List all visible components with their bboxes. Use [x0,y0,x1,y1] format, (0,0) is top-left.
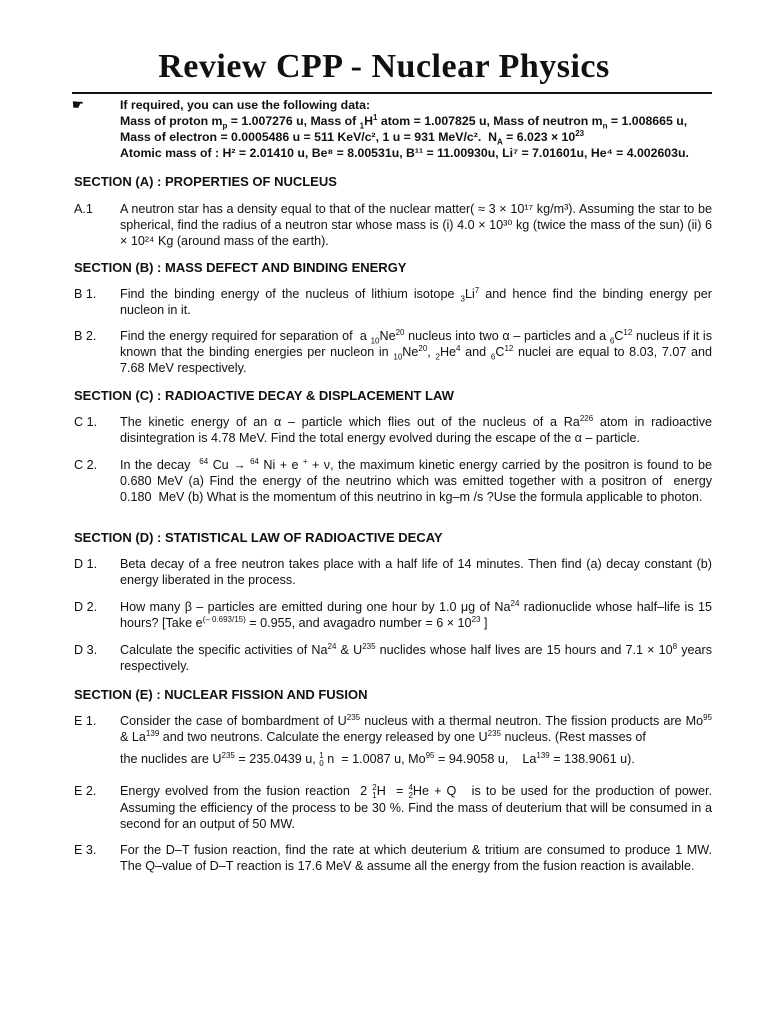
question-text: Find the binding energy of the nucleus of lithium isotope $_3Li^7$ and hence find the binding energy per nucleon in it. [120,285,712,317]
data-line-3: Atomic mass of : H² = 2.01410 u, Be⁸ = 8.00531u, B¹¹ = 11.00930u, Li⁷ = 7.01601u, He⁴ = 4.002603u. [120,146,689,160]
question-e1 [74,713,712,768]
question-text: The kinetic energy of an α – particle which flies out of the nucleus of a Ra$^{226}$ atom in radioactive disintegration is 4.78 MeV. Find the total energy evolved during the escape of the α – particle. [120,413,713,445]
section-e-heading: SECTION (E) : NUCLEAR FISSION AND FUSION [74,687,368,702]
question-c1 [74,414,712,446]
question-text: Find the energy required for separation of a $_{10}Ne^{20}$ nucleus into two α – particles and a $_6C^{12}$ nucleus if it is known that the binding energies per nucleon in $_{10}Ne^{20}$, $_2He^4$ and $_6C^{12}$ nuclei are equal to 8.03, 7.07 and 7.68 MeV respectively. [120,327,713,375]
question-a1 [74,201,712,249]
question-label: B 2. [74,329,97,343]
question-d2 [74,599,712,631]
question-label: E 2. [74,784,97,798]
question-text: Calculate the specific activities of Na$^{24}$ & $U^{235}$ nuclides whose half lives are 15 hours and $7.1 \times 10^8$ years respectively. [120,641,712,673]
question-label: D 2. [74,600,98,614]
given-data-box [72,97,712,161]
question-text: A neutron star has a density equal to that of the nuclear matter( ≈ 3 × 10¹⁷ kg/m³). Assuming the star to be spherical, find the radius of a neutron star whose mass is (i) 4.0 × 10³⁰ kg (twice the mass of the sun) (ii) 6 × 10²⁴ Kg (around mass of the earth). [120,202,712,248]
question-text: How many β – particles are emitted during one hour by 1.0 μg of Na$^{24}$ radionuclide whose half–life is 15 hours? [Take $e^{(- 0.693/15)} = 0.955$, and avagadro number = $6 \times 10^{23}$ ] [120,598,713,630]
question-e3 [74,842,712,874]
question-label: C 2. [74,458,98,472]
question-text: Energy evolved from the fusion reaction 2 2 1H = 4 2He + Q is to be used for the production of power. Assuming the efficiency of the process to be 30 %. Find the mass of deuterium that will be consumed in a second for an output of 50 MW. [120,782,713,831]
question-label: E 3. [74,843,97,857]
question-b2 [74,328,712,376]
question-label: A.1 [74,202,93,216]
section-b-heading: SECTION (B) : MASS DEFECT AND BINDING ENERGY [74,260,407,275]
section-a-heading: SECTION (A) : PROPERTIES OF NUCLEUS [74,174,337,189]
question-e2 [74,783,712,832]
question-c2 [74,457,712,505]
question-label: B 1. [74,287,97,301]
data-line-1: Mass of proton $m_p = 1.007276$ u, Mass of $_1H^1$ atom = 1.007825 u, Mass of neutron $m_n = 1.008665$ u, [120,112,688,131]
section-d-heading: SECTION (D) : STATISTICAL LAW OF RADIOACTIVE DECAY [74,530,443,545]
question-text: Consider the case of bombardment of $U^{235}$ nucleus with a thermal neutron. The fission products are Mo$^{95}$ & La$^{139}$ and two neutrons. Calculate the energy released by one $U^{235}$ nucleus. (Rest masses of the nuclides are $U^{235} = 235.0439$ u, 1 0 n = 1.0087 u, $Mo^{95} = 94.9058$ u, $La^{139} = 138.9061$ u). [120,712,712,768]
question-label: D 1. [74,557,98,571]
pointing-hand-icon: ☛ [72,97,84,112]
question-b1 [74,286,712,318]
question-label: E 1. [74,714,97,728]
section-c-heading: SECTION (C) : RADIOACTIVE DECAY & DISPLACEMENT LAW [74,388,454,403]
question-d3 [74,642,712,674]
title-underline [72,92,712,94]
question-text: For the D–T fusion reaction, find the rate at which deuterium & tritium are consumed to produce 1 MW. The Q–value of D–T reaction is 17.6 MeV & assume all the energy from the fusion reaction is available. [120,843,712,873]
question-text: Beta decay of a free neutron takes place with a half life of 14 minutes. Then find (a) decay constant (b) energy liberated in the process. [120,557,712,587]
question-label: D 3. [74,643,98,657]
page-title: Review CPP - Nuclear Physics [158,48,610,85]
question-d1 [74,556,712,588]
question-text: In the decay $^{64}$ Cu → $^{64}$ Ni + e + + ν, the maximum kinetic energy carried by the positron is found to be 0.680 MeV (a) Find the energy of the neutrino which was emitted together with a positron of energy 0.180 MeV (b) What is the momentum of this neutrino in kg–m /s ?Use the formula applicable to photon. [120,456,712,504]
data-line-2: Mass of electron = 0.0005486 u = 511 KeV/c², 1 u = 931 MeV/c². $N_A = 6.023 \times 10^{23}$ [120,128,585,147]
data-intro: If required, you can use the following data: [120,98,371,112]
question-label: C 1. [74,415,98,429]
